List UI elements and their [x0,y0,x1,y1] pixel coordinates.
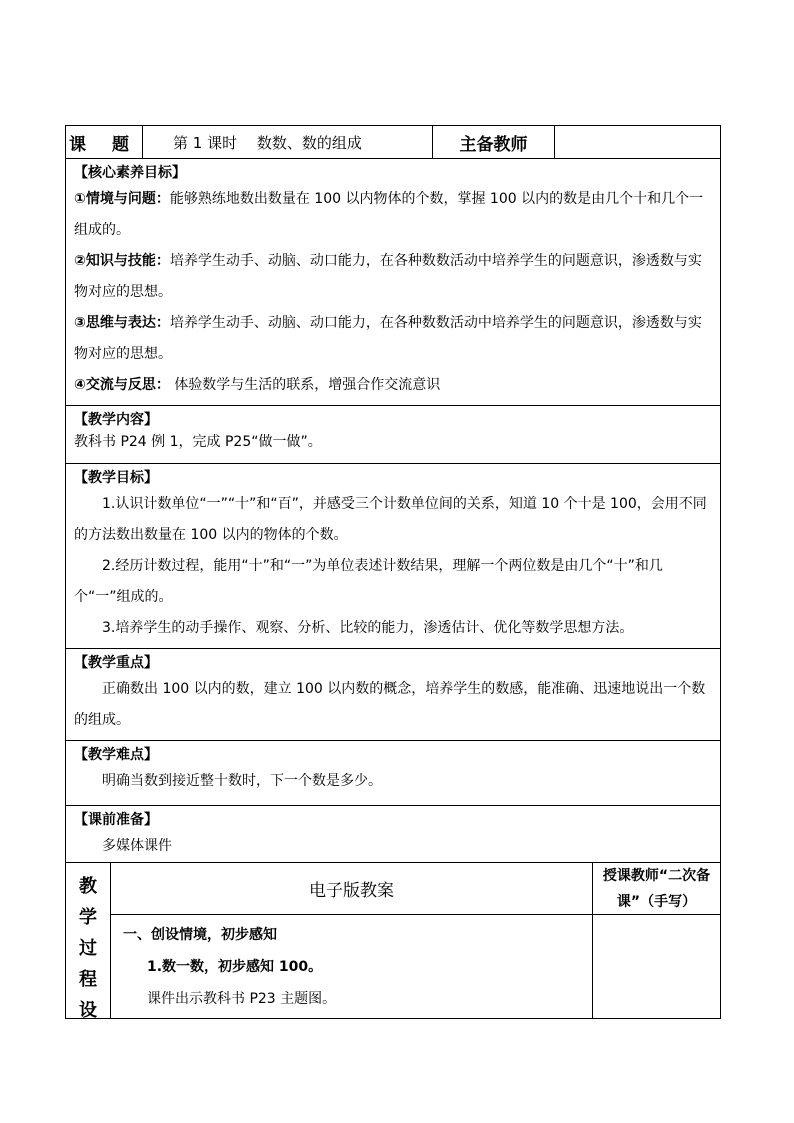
second-prep-header: 授课教师“二次备课”（手写） [593,863,720,915]
difficulty-text: 明确当数到接近整十数时，下一个数是多少。 [102,773,382,789]
second-prep-column [593,863,720,1018]
difficulty-title: 【教学难点】 [74,747,158,763]
process-label: 教 学 过 程 设 [66,863,111,1018]
goal-item: 1.认识计数单位“一”“十”和“百”，并感受三个计数单位间的关系，知道 10 个十是 100，会用不同的方法数出数量在 100 以内的物体的个数。 [74,496,707,543]
prep-text: 多媒体课件 [102,838,172,854]
content-section [66,406,720,464]
goal-item: 3.培养学生的动手操作、观察、分析、比较的能力，渗透估计、优化等数学思想方法。 [102,620,634,636]
goals-title: 【教学目标】 [74,470,158,486]
key-section [66,649,720,741]
lesson-plan-table [65,125,721,1019]
topic-label: 课 题 [66,126,143,158]
prep-section [66,806,720,863]
header-row [66,126,720,159]
teacher-value [555,126,720,158]
core-item: ④交流与反思： 体验数学与生活的联系，增强合作交流意识 [74,377,441,393]
core-item: ①情境与问题：能够熟练地数出数量在 100 以内物体的个数，掌握 100 以内的数是由几个十和几个一组成的。 [74,191,704,238]
lesson-process-row [66,863,720,1021]
core-goals-title: 【核心素养目标】 [74,165,186,181]
teacher-label: 主备教师 [433,126,555,158]
content-text: 教科书 P24 例 1，完成 P25“做一做”。 [74,434,322,450]
content-title: 【教学内容】 [74,412,158,428]
goal-item: 2.经历计数过程，能用“十”和“一”为单位表述计数结果，理解一个两位数是由几个“十”和几个“一”组成的。 [74,558,663,605]
electronic-plan-header: 电子版教案 [111,863,592,915]
key-text: 正确数出 100 以内的数，建立 100 以内数的概念，培养学生的数感，能准确、迅速地说出一个数的组成。 [74,681,706,728]
topic-value: 第 1 课时 数数、数的组成 [143,126,433,158]
second-prep-body[interactable] [593,915,720,1015]
electronic-plan-body [111,915,592,1015]
key-title: 【教学重点】 [74,655,158,671]
prep-title: 【课前准备】 [74,812,158,828]
plan-line: 一、创设情境，初步感知 [123,927,277,943]
core-item: ③思维与表达：培养学生动手、动脑、动口能力，在各种数数活动中培养学生的问题意识，渗透数与实物对应的思想。 [74,315,702,362]
core-item: ②知识与技能：培养学生动手、动脑、动口能力，在各种数数活动中培养学生的问题意识，渗透数与实物对应的思想。 [74,253,702,300]
core-goals-section [66,159,720,406]
plan-line: 1.数一数，初步感知 100。 [147,959,323,975]
difficulty-section [66,741,720,806]
electronic-plan-column [111,863,593,1018]
plan-line: 课件出示教科书 P23 主题图。 [147,991,337,1007]
goals-section [66,464,720,649]
